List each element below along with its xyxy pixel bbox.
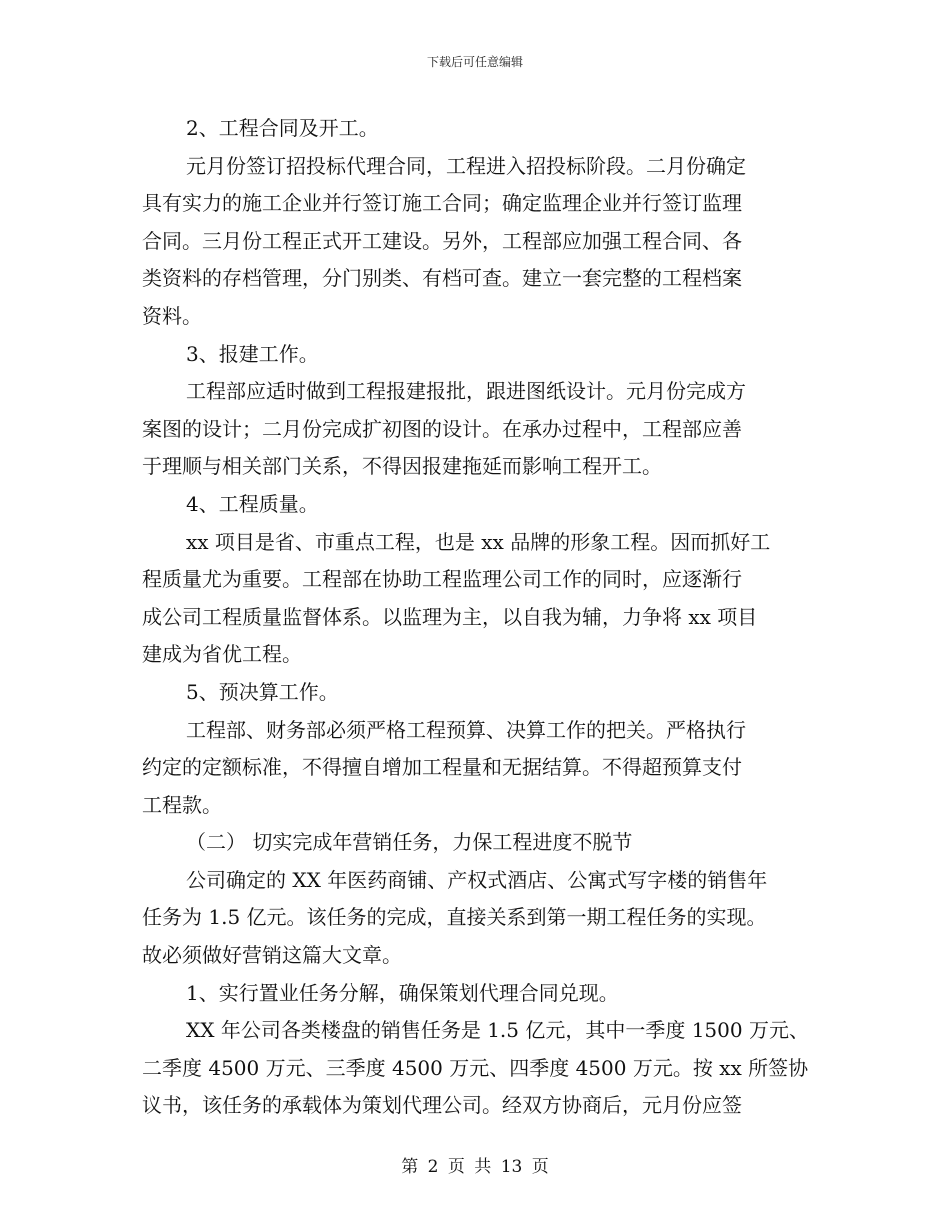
document-body [142,110,809,1125]
text-line: 程质量尤为重要。工程部在协助工程监理公司工作的同时，应逐渐行 [142,567,742,592]
text-line: 3、报建工作。 [186,341,319,366]
text-line: 元月份签订招投标代理合同，工程进入招投标阶段。二月份确定 [186,153,746,178]
text-line: 二季度 4500 万元、三季度 4500 万元、四季度 4500 万元。按 xx 所签协 [142,1055,809,1080]
text-line: 4、工程质量。 [186,491,319,516]
text-line: 故必须做好营销这篇大文章。 [142,943,402,968]
text-line: 类资料的存档管理，分门别类、有档可查。建立一套完整的工程档案 [142,266,742,291]
text-line: 公司确定的 XX 年医药商铺、产权式酒店、公寓式写字楼的销售年 [186,867,768,892]
page-footer: 第 2 页 共 13 页 [401,1157,549,1177]
page-header: 下载后可任意编辑 [426,55,523,69]
text-line: 工程部应适时做到工程报建报批，跟进图纸设计。元月份完成方 [186,379,746,404]
text-line: 任务为 1.5 亿元。该任务的完成，直接关系到第一期工程任务的实现。 [142,905,767,930]
text-line: 案图的设计；二月份完成扩初图的设计。在承办过程中，工程部应善 [142,416,742,441]
text-line: 成公司工程质量监督体系。以监理为主，以自我为辅，力争将 xx 项目 [142,604,758,629]
text-line: 约定的定额标准，不得擅自增加工程量和无据结算。不得超预算支付 [142,755,742,780]
text-line: 建成为省优工程。 [142,642,302,667]
text-line: 工程部、财务部必须严格工程预算、决算工作的把关。严格执行 [186,717,746,742]
text-line: 1、实行置业任务分解，确保策划代理合同兑现。 [186,980,619,1005]
text-line: xx 项目是省、市重点工程，也是 xx 品牌的形象工程。因而抓好工 [186,529,771,554]
text-line: 议书，该任务的承载体为策划代理公司。经双方协商后，元月份应签 [142,1093,742,1118]
text-line: 具有实力的施工企业并行签订施工合同；确定监理企业并行签订监理 [142,191,742,216]
text-line: 合同。三月份工程正式开工建设。另外，工程部应加强工程合同、各 [142,228,742,253]
text-line: 5、预决算工作。 [186,679,339,704]
text-line: （二） 切实完成年营销任务，力保工程进度不脱节 [186,830,633,855]
text-line: 资料。 [142,303,202,328]
text-line: XX 年公司各类楼盘的销售任务是 1.5 亿元，其中一季度 1500 万元、 [186,1018,809,1043]
text-line: 2、工程合同及开工。 [186,116,379,140]
text-line: 工程款。 [142,792,222,817]
text-line: 于理顺与相关部门关系，不得因报建拖延而影响工程开工。 [142,454,662,479]
